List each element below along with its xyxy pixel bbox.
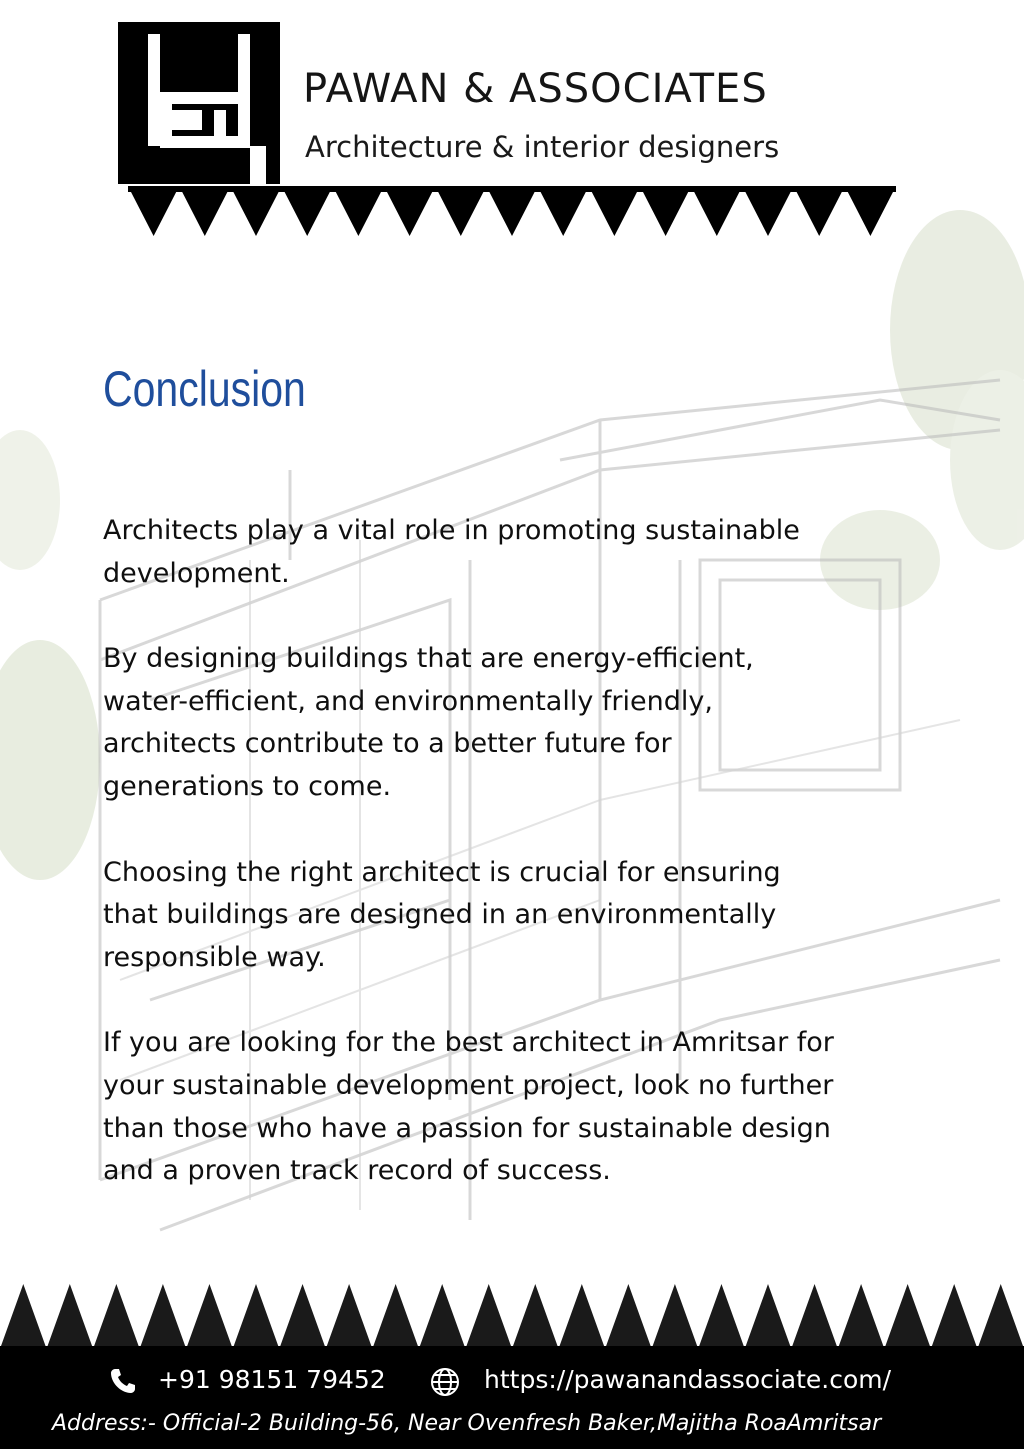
brand-tagline: Architecture & interior designers bbox=[305, 130, 780, 164]
brand-name: PAWAN & ASSOCIATES bbox=[303, 66, 768, 112]
footer bbox=[0, 1346, 1024, 1449]
paragraph-1: Architects play a vital role in promoting sustainable development. bbox=[103, 515, 800, 589]
paragraph-4: If you are looking for the best architect in Amritsar for your sustainable development project, look no further than those who have a passion for sustainable design and a proven track record of success. bbox=[103, 1027, 834, 1187]
phone-icon bbox=[108, 1366, 138, 1396]
phone-number[interactable]: +91 98151 79452 bbox=[158, 1365, 386, 1394]
globe-icon bbox=[429, 1366, 461, 1398]
footer-zigzag-divider bbox=[0, 1284, 1024, 1346]
body-content bbox=[103, 510, 933, 1236]
address: Address:- Official-2 Building-56, Near Ovenfresh Baker,Majitha RoaAmritsar bbox=[52, 1411, 882, 1436]
page-title: Conclusion bbox=[103, 361, 306, 417]
website-link[interactable]: https://pawanandassociate.com/ bbox=[484, 1365, 892, 1394]
paragraph-2: By designing buildings that are energy-efficient, water-efficient, and environmentally friendly, architects contribute to a better future for generations to come. bbox=[103, 643, 754, 802]
paragraph-3: Choosing the right architect is crucial for ensuring that buildings are designed in an environmentally responsible way. bbox=[103, 856, 781, 973]
brand-logo-icon bbox=[118, 22, 280, 184]
contact-row bbox=[0, 1362, 1024, 1402]
header-zigzag-divider bbox=[128, 186, 896, 238]
